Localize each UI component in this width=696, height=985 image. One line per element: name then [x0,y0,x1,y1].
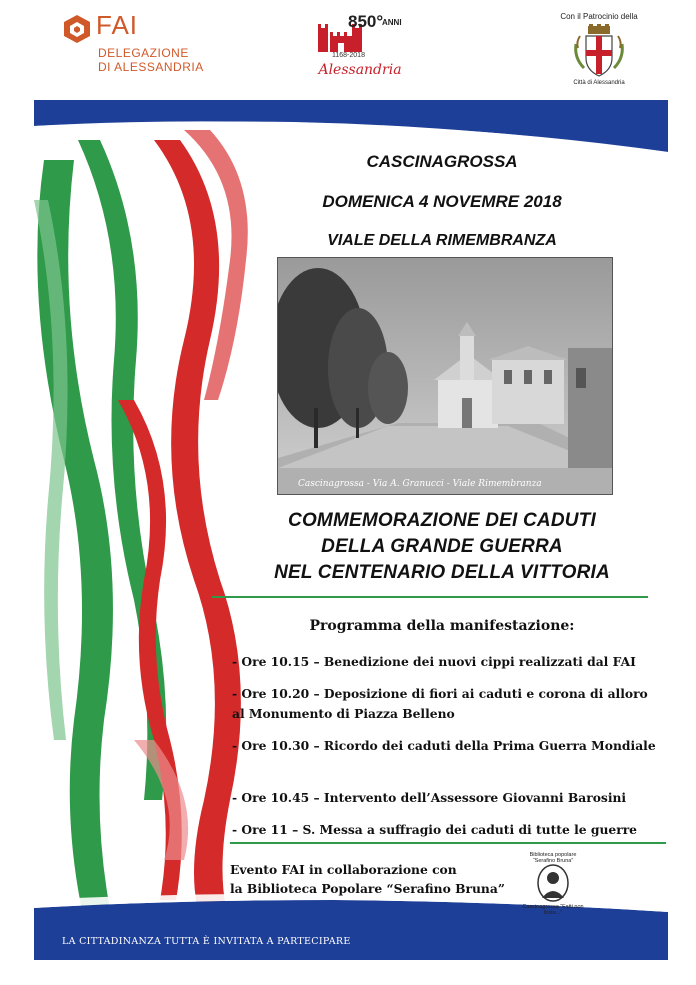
poster [34,100,668,960]
fai-title: FAI [96,10,139,40]
library-logo-bottom-text: Cascinagrossa “Fatti non foste...” [522,904,584,916]
programme-item: - Ore 10.45 – Intervento dell’Assessore Giovanni Barosini [232,790,627,805]
patronage-city: Città di Alessandria [573,80,625,86]
anniversary-number: 850° [348,12,384,31]
place-heading: VIALE DELLA RIMEMBRANZA [327,232,557,249]
city-crest-icon [572,24,626,80]
fai-subtitle [98,46,204,74]
patronage-logo [544,10,654,94]
historic-photo [277,257,613,495]
collaboration-text [230,860,530,898]
anniversary-city: Alessandria [318,62,402,78]
programme-item: - Ore 10.15 – Benedizione dei nuovi cippi realizzati dal FAI [232,654,636,669]
anniversary-logo [312,12,408,82]
programme-item: - Ore 10.20 – Deposizione di fiori ai caduti e corona di alloro al Monumento di Piazza Belleno [232,686,648,721]
anniversary-years: 1168-2018 [332,52,365,59]
programme-item: - Ore 10.30 – Ricordo dei caduti della Prima Guerra Mondiale [232,738,656,753]
fai-logo-mark-icon [62,14,92,44]
fai-logo [62,12,222,78]
photo-caption: Cascinagrossa - Via A. Granucci - Viale Rimembranza [298,479,542,489]
anniversary-word: ANNI [382,18,402,27]
programme-title: Programma della manifestazione: [309,618,575,634]
collaboration-line-1: Evento FAI in collaborazione con [230,862,457,877]
programme-item: - Ore 11 – S. Messa a suffragio dei caduti di tutte le guerre [232,822,637,837]
divider-top [212,596,648,598]
collaboration-line-2: la Biblioteca Popolare “Serafino Bruna” [230,881,505,896]
divider-bottom [230,842,666,844]
commemoration-line-2: DELLA GRANDE GUERRA [321,536,563,557]
date-heading: DOMENICA 4 NOVEMRE 2018 [322,192,562,211]
fai-subtitle-line2: DI ALESSANDRIA [98,60,204,74]
commemoration-line-1: COMMEMORAZIONE DEI CADUTI [288,510,596,531]
library-logo-top-text: Biblioteca popolare “Serafino Bruna” [529,852,577,864]
library-logo [518,852,588,922]
commemoration-line-3: NEL CENTENARIO DELLA VITTORIA [274,562,610,583]
fai-subtitle-line1: DELEGAZIONE [98,46,189,60]
location-heading: CASCINAGROSSA [366,152,518,171]
portrait-icon [537,864,569,902]
patronage-text: Con il Patrocinio della [560,12,638,21]
footer-invitation: LA CITTADINANZA TUTTA È INVITATA A PARTECIPARE [62,936,351,947]
